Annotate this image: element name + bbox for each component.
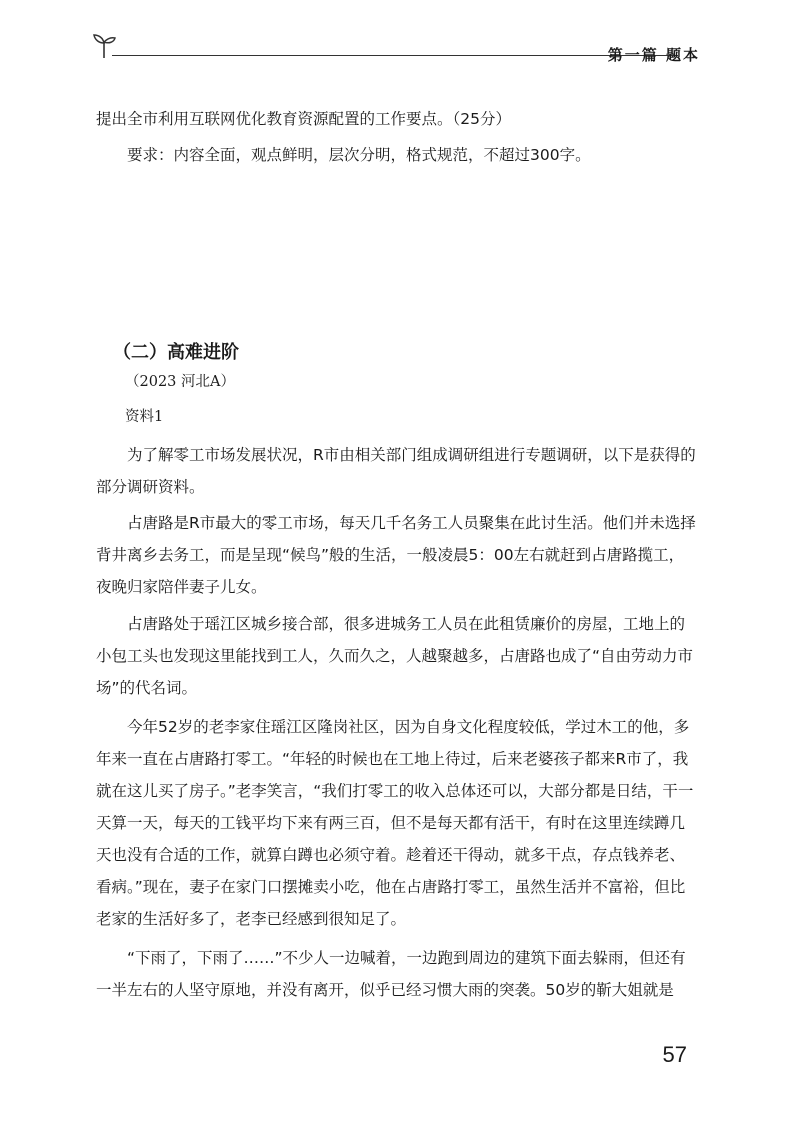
page-number: 57 <box>662 1042 687 1067</box>
material-label: 资料1 <box>125 409 164 425</box>
section-heading: （二）高难进阶 <box>113 342 239 363</box>
paragraph-2: 占唐路是R市最大的零工市场，每天几千名务工人员聚集在此讨生活。他们并未选择背井离乡去务工，而是呈现“候鸟”般的生活，一般凌晨5：00左右就赶到占唐路揽工，夜晚归家陪伴妻子儿女。 <box>96 514 696 596</box>
page-header <box>90 30 700 66</box>
paragraph-5: “下雨了，下雨了……”不少人一边喊着，一边跑到周边的建筑下面去躲雨，但还有一半左右的人坚守原地，并没有离开，似乎已经习惯大雨的突袭。50岁的靳大姐就是 <box>96 949 686 999</box>
header-rule <box>112 55 678 56</box>
header-title: 第一篇 题本 <box>607 46 700 64</box>
question-text: 提出全市利用互联网优化教育资源配置的工作要点。（25分） <box>96 110 511 128</box>
question-requirement: 要求：内容全面，观点鲜明，层次分明，格式规范，不超过300字。 <box>127 146 591 164</box>
paragraph-1: 为了解零工市场发展状况，R市由相关部门组成调研组进行专题调研，以下是获得的部分调研资料。 <box>96 446 696 496</box>
paragraph-3: 占唐路处于瑶江区城乡接合部，很多进城务工人员在此租赁廉价的房屋，工地上的小包工头也发现这里能找到工人，久而久之，人越聚越多，占唐路也成了“自由劳动力市场”的代名词。 <box>96 615 694 697</box>
source-label: （2023 河北A） <box>125 374 235 390</box>
paragraph-4: 今年52岁的老李家住瑶江区隆岗社区，因为自身文化程度较低，学过木工的他，多年来一直在占唐路打零工。“年轻的时候也在工地上待过，后来老婆孩子都来R市了，我就在这儿买了房子。”老李笑言，“我们打零工的收入总体还可以，大部分都是日结，干一天算一天，每天的工钱平均下来有两三百，但不是每天都有活干，有时在这里连续蹲几天也没有合适的工作，就算白蹲也必须守着。趁着还干得动，就多干点，存点钱养老、看病。”现在，妻子在家门口摆摊卖小吃，他在占唐路打零工，虽然生活并不富裕，但比老家的生活好多了，老李已经感到很知足了。 <box>96 718 694 928</box>
